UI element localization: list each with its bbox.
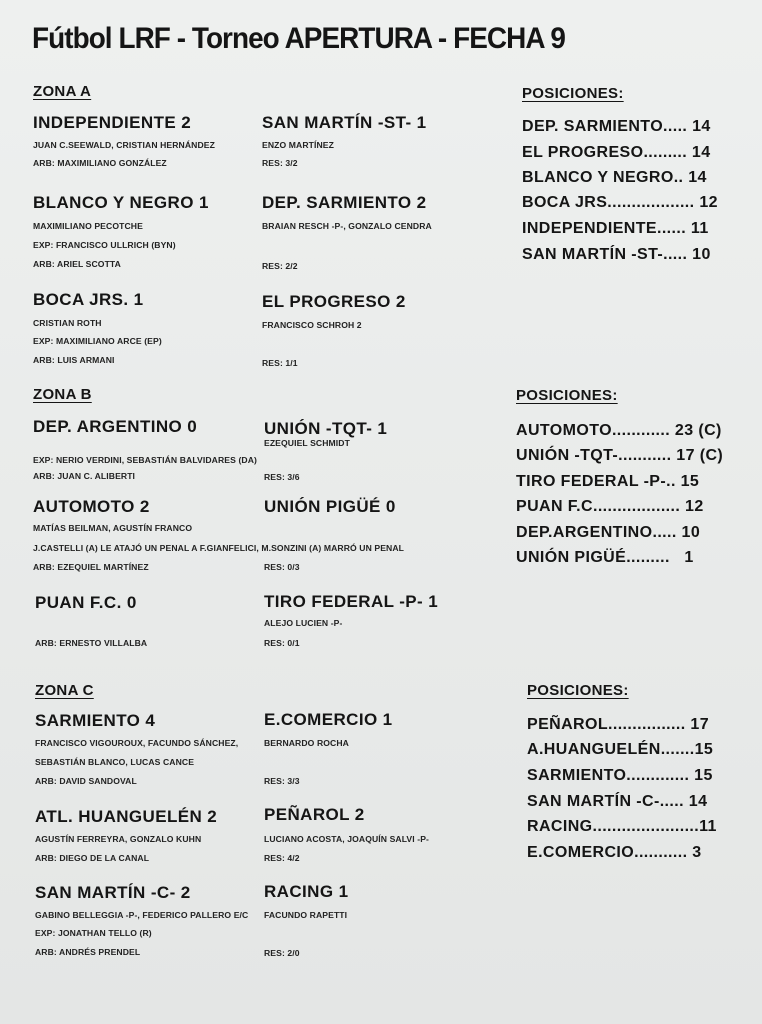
match-c2-away: PEÑAROL 2 bbox=[264, 805, 365, 824]
zone-c-position-row: SAN MARTÍN -C-..... 14 bbox=[527, 793, 708, 810]
match-a3-away-scorers: FRANCISCO SCHROH 2 bbox=[262, 320, 362, 330]
match-c2-home: ATL. HUANGUELÉN 2 bbox=[35, 807, 218, 826]
match-a1-referee: ARB: MAXIMILIANO GONZÁLEZ bbox=[33, 158, 167, 168]
match-c3-away-scorers: FACUNDO RAPETTI bbox=[264, 910, 348, 920]
zone-a-position-row: INDEPENDIENTE...... 11 bbox=[522, 220, 709, 237]
zone-c-position-row: E.COMERCIO........... 3 bbox=[527, 844, 702, 861]
match-b1-reserve: RES: 3/6 bbox=[264, 472, 300, 482]
match-a3-away: EL PROGRESO 2 bbox=[262, 292, 406, 311]
match-b1-expulsion: EXP: NERIO VERDINI, SEBASTIÁN BALVIDARES (DA) bbox=[33, 455, 257, 465]
match-c2-referee: ARB: DIEGO DE LA CANAL bbox=[35, 853, 150, 863]
match-a2-expulsion: EXP: FRANCISCO ULLRICH (BYN) bbox=[33, 240, 176, 250]
zone-a-position-row: BOCA JRS.................. 12 bbox=[522, 194, 718, 211]
match-b2-reserve: RES: 0/3 bbox=[264, 562, 300, 572]
match-b3-away: TIRO FEDERAL -P- 1 bbox=[264, 592, 439, 611]
match-c3-home: SAN MARTÍN -C- 2 bbox=[35, 883, 191, 902]
match-c3-referee: ARB: ANDRÉS PRENDEL bbox=[35, 947, 141, 957]
match-a3-expulsion: EXP: MAXIMILIANO ARCE (EP) bbox=[33, 336, 162, 346]
zone-c-position-row: A.HUANGUELÉN.......15 bbox=[527, 741, 714, 758]
match-a1-away: SAN MARTÍN -ST- 1 bbox=[262, 113, 427, 132]
page-title: Fútbol LRF - Torneo APERTURA - FECHA 9 bbox=[32, 22, 565, 55]
match-b2-home: AUTOMOTO 2 bbox=[33, 497, 150, 516]
match-c1-away-scorers: BERNARDO ROCHA bbox=[264, 738, 349, 748]
match-b2-referee: ARB: EZEQUIEL MARTÍNEZ bbox=[33, 562, 149, 572]
match-b3-away-scorers: ALEJO LUCIEN -P- bbox=[264, 618, 343, 628]
match-c2-away-scorers: LUCIANO ACOSTA, JOAQUÍN SALVI -P- bbox=[264, 834, 429, 844]
match-a1-away-scorers: ENZO MARTÍNEZ bbox=[262, 140, 334, 150]
match-c3-reserve: RES: 2/0 bbox=[264, 948, 300, 958]
match-c3-expulsion: EXP: JONATHAN TELLO (R) bbox=[35, 928, 152, 938]
match-a1-home: INDEPENDIENTE 2 bbox=[33, 113, 192, 132]
match-b1-away: UNIÓN -TQT- 1 bbox=[264, 419, 388, 438]
zone-a-position-row: EL PROGRESO......... 14 bbox=[522, 144, 711, 161]
zone-b-position-row: PUAN F.C.................. 12 bbox=[516, 498, 704, 515]
zone-b-position-row: TIRO FEDERAL -P-.. 15 bbox=[516, 473, 700, 490]
zone-b-position-row: DEP.ARGENTINO..... 10 bbox=[516, 524, 701, 541]
match-a1-home-scorers: JUAN C.SEEWALD, CRISTIAN HERNÁNDEZ bbox=[33, 140, 215, 150]
zone-c-positions-label: POSICIONES: bbox=[527, 682, 629, 699]
match-a3-referee: ARB: LUIS ARMANI bbox=[33, 355, 115, 365]
match-c1-away: E.COMERCIO 1 bbox=[264, 710, 393, 729]
match-c1-home: SARMIENTO 4 bbox=[35, 711, 156, 730]
match-c1-home-scorers: FRANCISCO VIGOUROUX, FACUNDO SÁNCHEZ, bbox=[35, 738, 239, 748]
zone-a-position-row: DEP. SARMIENTO..... 14 bbox=[522, 118, 711, 135]
match-a2-reserve: RES: 2/2 bbox=[262, 261, 298, 271]
match-c1-referee: ARB: DAVID SANDOVAL bbox=[35, 776, 137, 786]
match-a2-away-scorers: BRAIAN RESCH -P-, GONZALO CENDRA bbox=[262, 221, 432, 231]
match-a3-home: BOCA JRS. 1 bbox=[33, 290, 144, 309]
match-b2-home-scorers: MATÍAS BEILMAN, AGUSTÍN FRANCO bbox=[33, 523, 193, 533]
zone-a-label: ZONA A bbox=[33, 83, 92, 100]
zone-b-label: ZONA B bbox=[33, 386, 92, 403]
match-c3-home-scorers: GABINO BELLEGGIA -P-, FEDERICO PALLERO E/C bbox=[35, 910, 249, 920]
match-b3-reserve: RES: 0/1 bbox=[264, 638, 300, 648]
zone-c-label: ZONA C bbox=[35, 682, 94, 699]
match-b1-away-scorers: EZEQUIEL SCHMIDT bbox=[264, 438, 350, 448]
match-a1-reserve: RES: 3/2 bbox=[262, 158, 298, 168]
match-a2-home-scorers: MAXIMILIANO PECOTCHE bbox=[33, 221, 143, 231]
zone-c-position-row: RACING......................11 bbox=[527, 818, 717, 835]
match-b1-home: DEP. ARGENTINO 0 bbox=[33, 417, 198, 436]
match-a3-reserve: RES: 1/1 bbox=[262, 358, 298, 368]
match-b1-referee: ARB: JUAN C. ALIBERTI bbox=[33, 471, 136, 481]
match-a2-referee: ARB: ARIEL SCOTTA bbox=[33, 259, 121, 269]
zone-c-position-row: PEÑAROL................ 17 bbox=[527, 716, 709, 733]
match-a2-home: BLANCO Y NEGRO 1 bbox=[33, 193, 209, 212]
zone-b-positions-label: POSICIONES: bbox=[516, 387, 618, 404]
match-b3-referee: ARB: ERNESTO VILLALBA bbox=[35, 638, 148, 648]
zone-a-position-row: SAN MARTÍN -ST-..... 10 bbox=[522, 246, 711, 263]
zone-a-position-row: BLANCO Y NEGRO.. 14 bbox=[522, 169, 707, 186]
match-b3-home: PUAN F.C. 0 bbox=[35, 593, 137, 612]
match-c1-reserve: RES: 3/3 bbox=[264, 776, 300, 786]
match-c1-home-scorers-2: SEBASTIÁN BLANCO, LUCAS CANCE bbox=[35, 757, 195, 767]
match-b2-note: J.CASTELLI (A) LE ATAJÓ UN PENAL A F.GIANFELICI, M.SONZINI (A) MARRÓ UN PENAL bbox=[33, 543, 405, 553]
match-c2-reserve: RES: 4/2 bbox=[264, 853, 300, 863]
match-a2-away: DEP. SARMIENTO 2 bbox=[262, 193, 427, 212]
match-c2-home-scorers: AGUSTÍN FERREYRA, GONZALO KUHN bbox=[35, 834, 202, 844]
zone-b-position-row: UNIÓN -TQT-........... 17 (C) bbox=[516, 447, 724, 464]
match-a3-home-scorers: CRISTIAN ROTH bbox=[33, 318, 102, 328]
zone-b-position-row: UNIÓN PIGÜÉ......... 1 bbox=[516, 549, 694, 566]
zone-b-position-row: AUTOMOTO............ 23 (C) bbox=[516, 422, 722, 439]
zone-c-position-row: SARMIENTO............. 15 bbox=[527, 767, 713, 784]
match-c3-away: RACING 1 bbox=[264, 882, 349, 901]
zone-a-positions-label: POSICIONES: bbox=[522, 85, 624, 102]
match-b2-away: UNIÓN PIGÜÉ 0 bbox=[264, 497, 396, 516]
